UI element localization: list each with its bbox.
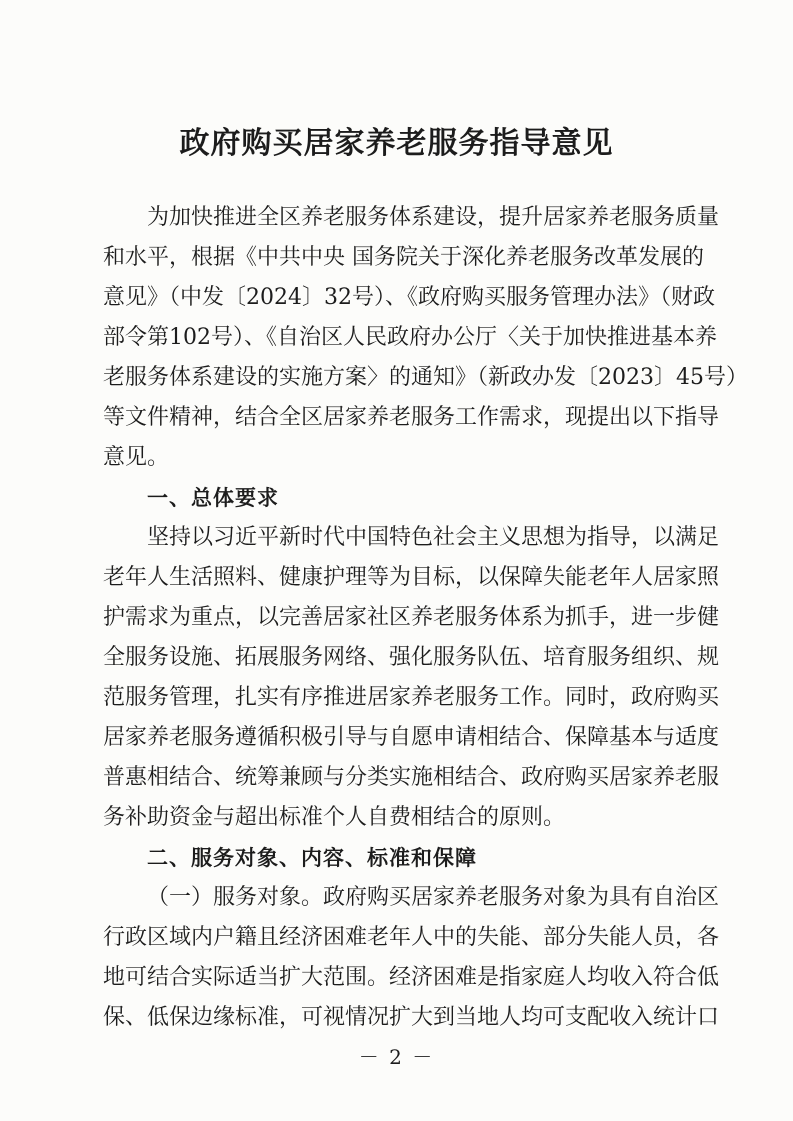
paragraph-line: 地可结合实际适当扩大范围。经济困难是指家庭人均收入符合低	[103, 965, 720, 990]
page-number: － 2 －	[358, 1045, 435, 1069]
paragraph-line: 等文件精神，结合全区居家养老服务工作需求，现提出以下指导	[103, 405, 720, 430]
paragraph-line: 护需求为重点，以完善居家社区养老服务体系为抓手，进一步健	[103, 605, 720, 630]
paragraph-line: 坚持以习近平新时代中国特色社会主义思想为指导，以满足	[147, 525, 720, 550]
paragraph-line: 老服务体系建设的实施方案〉的通知》（新政办发〔2023〕45号）	[103, 365, 748, 390]
paragraph-line: 务补助资金与超出标准个人自费相结合的原则。	[103, 805, 566, 830]
paragraph-line: 老年人生活照料、健康护理等为目标，以保障失能老年人居家照	[103, 565, 720, 590]
paragraph-line: 行政区域内户籍且经济困难老年人中的失能、部分失能人员，各	[103, 925, 720, 950]
paragraph-line: 保、低保边缘标准，可视情况扩大到当地人均可支配收入统计口	[103, 1005, 720, 1030]
paragraph-line: 意见。	[103, 445, 170, 470]
paragraph-line: 范服务管理，扎实有序推进居家养老服务工作。同时，政府购买	[103, 685, 720, 710]
section-heading: 二、服务对象、内容、标准和保障	[147, 846, 477, 870]
section-heading: 一、总体要求	[147, 486, 279, 510]
paragraph-line: （一）服务对象。政府购买居家养老服务对象为具有自治区	[147, 885, 720, 910]
paragraph-line: 普惠相结合、统筹兼顾与分类实施相结合、政府购买居家养老服	[103, 765, 720, 790]
document-title: 政府购买居家养老服务指导意见	[179, 126, 614, 161]
paragraph-line: 为加快推进全区养老服务体系建设，提升居家养老服务质量	[147, 205, 720, 230]
paragraph-line: 部令第102号）、《自治区人民政府办公厅〈关于加快推进基本养	[103, 325, 717, 350]
paragraph-line: 和水平，根据《中共中央 国务院关于深化养老服务改革发展的	[103, 245, 704, 270]
paragraph-line: 全服务设施、拓展服务网络、强化服务队伍、培育服务组织、规	[103, 645, 720, 670]
paragraph-line: 意见》（中发〔2024〕32号）、《政府购买服务管理办法》（财政	[103, 285, 715, 310]
paragraph-line: 居家养老服务遵循积极引导与自愿申请相结合、保障基本与适度	[103, 725, 720, 750]
